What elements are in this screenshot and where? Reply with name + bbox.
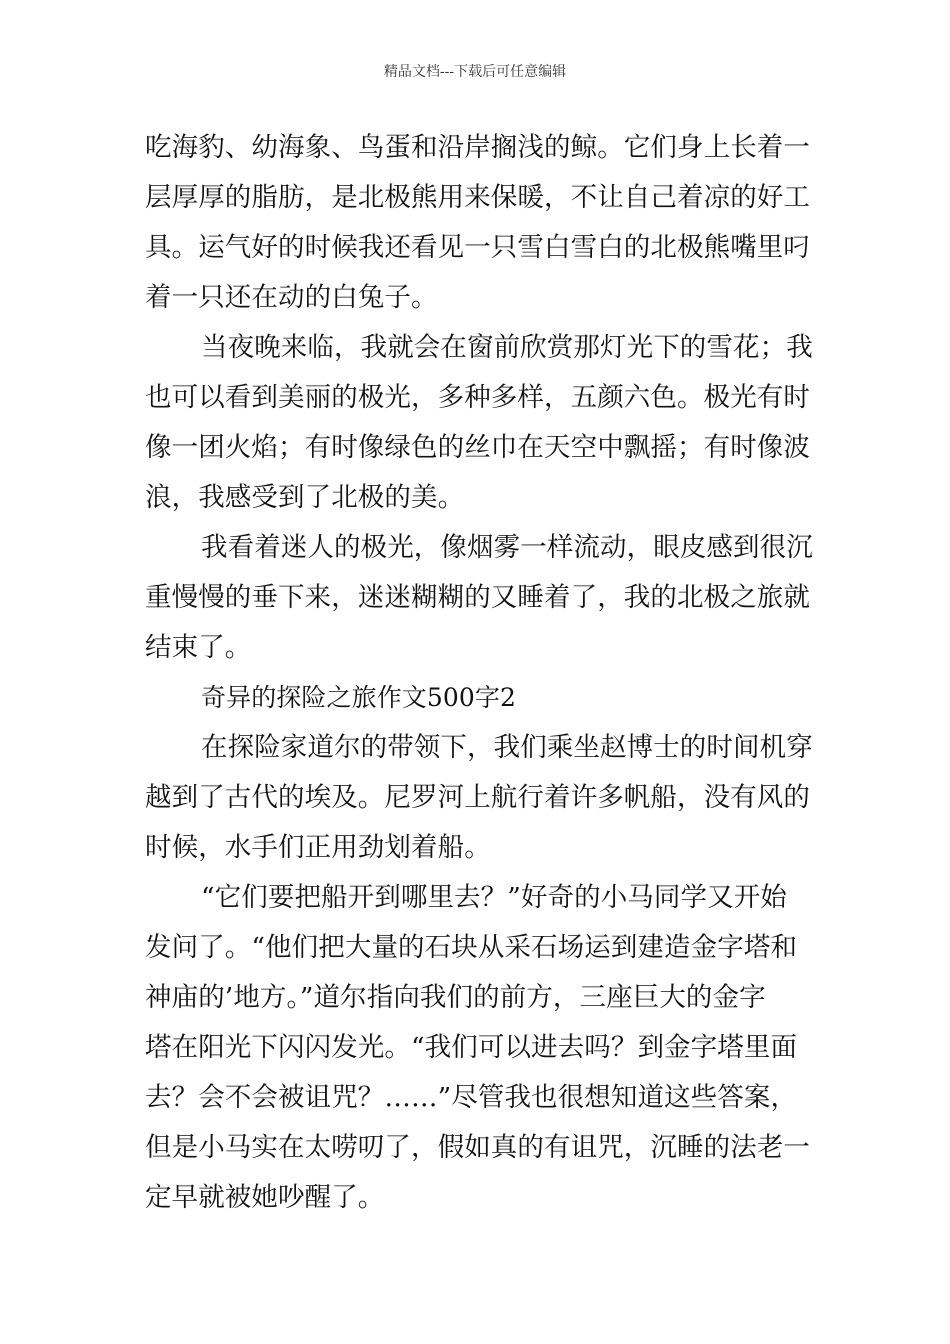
text-line: “它们要把船开到哪里去？”好奇的小马同学又开始: [201, 882, 787, 913]
text-line: 在探险家道尔的带领下，我们乘坐赵博士的时间机穿: [201, 732, 813, 763]
text-line: 层厚厚的脂肪，是北极熊用来保暖，不让自己着凉的好工: [145, 182, 810, 213]
essay-title: [145, 673, 810, 723]
paragraph-pyramids: [145, 873, 810, 1223]
text-line: 越到了古代的埃及。尼罗河上航行着许多帆船，没有风的: [145, 782, 810, 813]
page-header: 精品文档---下载后可任意编辑: [383, 64, 567, 80]
paragraph-egypt-arrival: [145, 723, 813, 873]
text-line: 着一只还在动的白兔子。: [145, 282, 438, 313]
text-line: 发问了。“他们把大量的石块从采石场运到建造金字塔和: [145, 932, 798, 963]
text-line: 神庙的’地方。”道尔指向我们的前方，三座巨大的金字: [145, 982, 766, 1013]
text-line: 但是小马实在太唠叨了，假如真的有诅咒，沉睡的法老一: [145, 1132, 810, 1163]
text-line: 塔在阳光下闪闪发光。“我们可以进去吗？到金字塔里面: [145, 1032, 798, 1063]
paragraph-polar-bear: [145, 123, 810, 323]
essay-title-text: 奇异的探险之旅作文500字2: [201, 683, 517, 712]
text-line: 定早就被她吵醒了。: [145, 1182, 385, 1213]
text-line: 去？会不会被诅咒？……”尽管我也很想知道这些答案，: [145, 1082, 798, 1113]
document-body: [145, 123, 813, 1223]
text-line: 吃海豹、幼海象、鸟蛋和沿岸搁浅的鲸。它们身上长着一: [145, 132, 810, 163]
text-line: 像一团火焰；有时像绿色的丝巾在天空中飘摇；有时像波: [145, 432, 810, 463]
text-line: 时候，水手们正用劲划着船。: [145, 832, 491, 863]
paragraph-journey-end: [145, 523, 813, 673]
text-line: 浪，我感受到了北极的美。: [145, 482, 465, 513]
text-line: 重慢慢的垂下来，迷迷糊糊的又睡着了，我的北极之旅就: [145, 582, 810, 613]
text-line: 我看着迷人的极光，像烟雾一样流动，眼皮感到很沉: [201, 532, 813, 563]
text-line: 结束了。: [145, 632, 252, 663]
text-line: 当夜晚来临，我就会在窗前欣赏那灯光下的雪花；我: [201, 332, 813, 363]
paragraph-aurora: [145, 323, 813, 523]
text-line: 具。运气好的时候我还看见一只雪白雪白的北极熊嘴里叼: [145, 232, 810, 263]
text-line: 也可以看到美丽的极光，多种多样，五颜六色。极光有时: [145, 382, 810, 413]
